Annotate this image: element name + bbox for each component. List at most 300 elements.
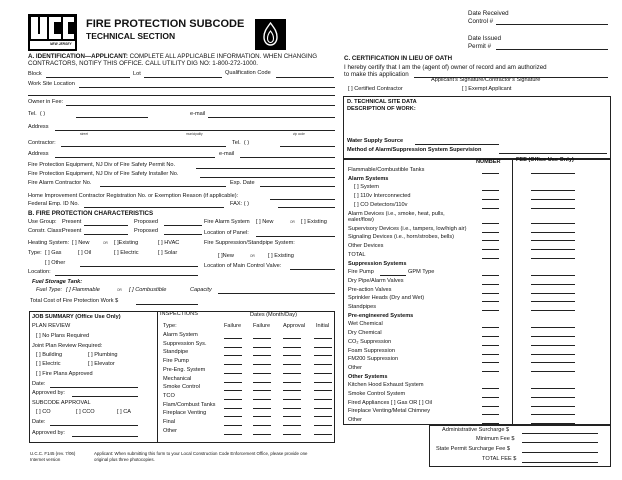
fed-emp-label: Federal Emp. ID No.	[28, 201, 79, 207]
signature-label: Applicant's Signature/Contractor's Signature	[431, 77, 541, 83]
plan-approved-by-field[interactable]	[72, 396, 138, 397]
exp-date-label: Exp. Date	[230, 180, 255, 186]
description-label: DESCRIPTION OF WORK:	[347, 106, 416, 112]
fee-field[interactable]	[531, 327, 575, 328]
technical-item-label: Kitchen Hood Exhaust System	[348, 382, 424, 389]
fpe-permit-field[interactable]	[196, 168, 335, 169]
admin-surcharge-label: Administrative Surcharge $	[442, 427, 510, 433]
contractor-email-field[interactable]	[240, 157, 335, 158]
fee-col-header: FEE (Office Use Only)	[516, 157, 574, 163]
constr-class-present-field[interactable]	[84, 234, 128, 235]
number-field[interactable]	[482, 249, 499, 250]
inspection-date-field[interactable]	[283, 373, 301, 374]
exp-date-field[interactable]	[260, 186, 335, 187]
inspection-date-field[interactable]	[253, 347, 271, 348]
fax-field[interactable]	[278, 207, 335, 208]
hvac-checkbox[interactable]: [ ] HVAC	[158, 240, 180, 246]
technical-item-label: Other Devices	[348, 243, 384, 250]
gpm-field[interactable]	[380, 275, 406, 276]
fee-field[interactable]	[531, 336, 575, 337]
section-c-heading: C. CERTIFICATION IN LIEU OF OATH	[344, 55, 453, 62]
sub-zip: zip code	[293, 132, 305, 136]
inspections-type-label: Type:	[163, 323, 177, 329]
fed-emp-field[interactable]	[84, 207, 224, 208]
inspection-date-field[interactable]	[224, 390, 242, 391]
control-number-label: Control #	[468, 18, 494, 25]
section-c-text-1: I hereby certify that I am the (agent of) owner of record and am authorized	[344, 64, 547, 71]
method-label: Method of Alarm/Suppression System Supervision	[347, 147, 482, 153]
inspection-date-field[interactable]	[224, 373, 242, 374]
fas-new-checkbox[interactable]: [ ] New	[256, 219, 274, 225]
inspection-date-field[interactable]	[314, 338, 332, 339]
lot-label: Lot	[133, 71, 141, 77]
capacity-field[interactable]	[218, 293, 335, 294]
number-field[interactable]	[482, 232, 499, 233]
inspection-date-field[interactable]	[253, 416, 271, 417]
number-field[interactable]	[482, 406, 499, 407]
number-field[interactable]	[482, 284, 499, 285]
inspection-date-field[interactable]	[253, 382, 271, 383]
date-received-label: Date Received	[468, 10, 509, 17]
technical-item-label: Pre-engineered Systems	[348, 312, 414, 319]
inspection-date-field[interactable]	[283, 364, 301, 365]
owner-address-field[interactable]	[55, 130, 335, 131]
inspection-date-field[interactable]	[283, 382, 301, 383]
hic-field[interactable]	[270, 199, 335, 200]
fee-field[interactable]	[531, 388, 575, 389]
block-field[interactable]	[46, 77, 130, 78]
contractor-tel-paren: ( )	[243, 140, 250, 146]
combustible-checkbox[interactable]: [ ] Combustible	[129, 287, 167, 293]
inspection-date-field[interactable]	[224, 347, 242, 348]
inspection-date-field[interactable]	[314, 355, 332, 356]
technical-item-label: Dry Pipe/Alarm Valves	[348, 277, 404, 284]
inspection-date-field[interactable]	[224, 399, 242, 400]
fee-field[interactable]	[531, 232, 575, 233]
inspection-date-field[interactable]	[224, 338, 242, 339]
technical-item-label: TOTAL	[348, 251, 366, 258]
inspection-date-field[interactable]	[253, 390, 271, 391]
number-field[interactable]	[482, 423, 499, 424]
fee-field[interactable]	[531, 240, 575, 241]
inspection-date-field[interactable]	[314, 364, 332, 365]
number-field[interactable]	[482, 397, 499, 398]
fee-field[interactable]	[531, 397, 575, 398]
hic-label: Home Improvement Contractor Registration No. or Exemption Reason (if applicable):	[28, 193, 239, 199]
inspection-date-field[interactable]	[224, 425, 242, 426]
sub-street: street	[80, 132, 88, 136]
technical-item-label: Other	[348, 364, 362, 371]
inspection-date-field[interactable]	[224, 364, 242, 365]
inspection-type: Other	[163, 427, 177, 434]
inspection-type: Fireplace Venting	[163, 410, 207, 417]
technical-item-label: Pre-action Valves	[348, 286, 392, 293]
location-panel-label: Location of Panel:	[204, 230, 249, 236]
heating-other-checkbox[interactable]: [ ] Other	[45, 260, 66, 266]
constr-class-proposed-label: Proposed	[134, 228, 158, 234]
number-field[interactable]	[482, 388, 499, 389]
alarm-contractor-label: Fire Alarm Contractor No.	[28, 180, 92, 186]
technical-item-extra: GPM Type	[408, 269, 435, 276]
number-field[interactable]	[482, 173, 499, 174]
number-field[interactable]	[482, 275, 499, 276]
heating-location-field[interactable]	[55, 275, 198, 276]
plumbing-checkbox[interactable]: [ ] Plumbing	[88, 352, 118, 358]
inspection-type: Suppression Sys.	[163, 340, 207, 347]
inspections-title: INSPECTIONS	[160, 311, 198, 317]
inspection-date-field[interactable]	[314, 434, 332, 435]
use-group-proposed-field[interactable]	[164, 225, 202, 226]
capacity-label: Capacity	[190, 287, 212, 293]
technical-item-label: [ ] 110v Interconnected	[354, 193, 411, 200]
supp-or: OR	[250, 254, 255, 258]
section-c-text-2: to make this application	[344, 71, 409, 78]
inspection-date-field[interactable]	[314, 373, 332, 374]
inspection-type: Standpipe	[163, 349, 189, 356]
total-cost-label: Total Cost of Fire Protection Work $	[30, 298, 119, 304]
fee-field[interactable]	[531, 199, 575, 200]
owner-email-label: e-mail	[190, 111, 206, 117]
fee-field[interactable]	[531, 223, 575, 224]
approval-by-label: Approved by:	[32, 430, 65, 436]
fee-field[interactable]	[531, 190, 575, 191]
inspection-type: TCO	[163, 392, 175, 399]
inspection-date-field[interactable]	[314, 390, 332, 391]
fire-alarm-system-label: Fire Alarm System	[204, 219, 250, 225]
inspection-date-field[interactable]	[283, 425, 301, 426]
inspection-date-field[interactable]	[224, 434, 242, 435]
fee-field[interactable]	[531, 371, 575, 372]
inspection-date-field[interactable]	[283, 390, 301, 391]
oil-checkbox[interactable]: [ ] Oil	[78, 250, 92, 256]
approval-date-label: Date:	[32, 419, 46, 425]
total-fee-label: TOTAL FEE $	[482, 456, 517, 462]
technical-item-label: Foam Suppression	[348, 347, 395, 354]
fee-column-divider	[512, 159, 513, 425]
technical-item-label: Suppression Systems	[348, 260, 407, 267]
technical-item-label: Alarm Devices (i.e., smoke, heat, pulls,	[348, 210, 445, 217]
heating-system-label: Heating System:	[28, 240, 70, 246]
plan-date-field[interactable]	[50, 387, 138, 388]
number-field[interactable]	[482, 190, 499, 191]
fpe-installer-label: Fire Protection Equipment, NJ Div of Fire Safety Installer No.	[28, 171, 179, 177]
qualification-code-label: Qualification Code	[225, 70, 271, 76]
number-field[interactable]	[482, 301, 499, 302]
flammable-checkbox[interactable]: [ ] Flammable	[66, 287, 100, 293]
inspection-date-field[interactable]	[253, 338, 271, 339]
owner-tel-text: Tel.	[28, 111, 37, 117]
fas-or: OR	[290, 220, 295, 224]
inspection-type: Mechanical	[163, 375, 192, 382]
inspection-date-field[interactable]	[253, 425, 271, 426]
inspection-type: Final	[163, 419, 176, 425]
heating-other-field[interactable]	[80, 266, 198, 267]
fpe-installer-field[interactable]	[200, 177, 335, 178]
elevator-checkbox[interactable]: [ ] Elevator	[88, 361, 115, 367]
section-a-text-2: CONTRACTORS, NOTIFY THIS OFFICE. CALL UTILITY DIG NO: 1-800-272-1000.	[28, 60, 259, 67]
fax-label	[230, 202, 249, 208]
technical-item-label: Other Systems	[348, 373, 388, 380]
number-field[interactable]	[482, 293, 499, 294]
number-field[interactable]	[482, 240, 499, 241]
number-field[interactable]	[482, 345, 499, 346]
permit-number-label: Permit #	[468, 43, 492, 50]
fas-existing-checkbox[interactable]: [ ] Existing	[301, 219, 327, 225]
technical-item-label: Sprinkler Heads (Dry and Wet)	[348, 295, 425, 302]
inspection-type: Flam/Combust Tanks	[163, 401, 216, 408]
job-summary-title: JOB SUMMARY (Office Use Only)	[32, 314, 121, 320]
owner-label: Owner in Fee:	[28, 99, 64, 105]
technical-item-label: Fired Appliances [ ] Gas OR [ ] Oil	[348, 399, 432, 406]
inspection-date-field[interactable]	[283, 338, 301, 339]
inspection-date-field[interactable]	[283, 355, 301, 356]
ca-checkbox[interactable]: [ ] CA	[117, 409, 131, 415]
inspection-date-field[interactable]	[224, 408, 242, 409]
inspection-date-field[interactable]	[253, 373, 271, 374]
technical-item-label: Alarm Systems	[348, 175, 389, 182]
exempt-applicant-checkbox[interactable]: [ ] Exempt Applicant	[462, 86, 512, 92]
contractor-tel-field[interactable]	[280, 146, 335, 147]
fee-field[interactable]	[531, 249, 575, 250]
inspection-date-field[interactable]	[283, 408, 301, 409]
building-checkbox[interactable]: [ ] Building	[36, 352, 63, 358]
electric-checkbox[interactable]: [ ] Electric	[114, 250, 139, 256]
inspection-type: Fire Pump	[163, 358, 189, 365]
type-label: Type:	[28, 250, 42, 256]
job-summary-divider	[157, 311, 158, 443]
plan-date-label: Date:	[32, 381, 46, 387]
hs-existing-checkbox[interactable]: [ ]Existing	[114, 240, 139, 246]
hs-new-checkbox[interactable]: [ ] New	[72, 240, 90, 246]
joint-plan-label: Joint Plan Review Required:	[32, 343, 103, 349]
number-field[interactable]	[482, 310, 499, 311]
technical-item-label: Dry Chemical	[348, 330, 382, 337]
electric-plan-checkbox[interactable]: [ ] Electric	[36, 361, 61, 367]
use-group-present-field[interactable]	[84, 225, 128, 226]
inspection-date-field[interactable]	[283, 347, 301, 348]
use-group-label: Use Group:	[28, 219, 57, 225]
fee-field[interactable]	[531, 275, 575, 276]
inspection-date-field[interactable]	[314, 425, 332, 426]
contractor-label: Contractor:	[28, 140, 56, 146]
lot-field[interactable]	[144, 77, 222, 78]
inspection-date-field[interactable]	[314, 382, 332, 383]
initial-col: Initial	[316, 323, 330, 329]
inspection-type: Pre-Eng. System	[163, 366, 206, 373]
form-edition: Internet version	[30, 457, 61, 462]
technical-item-label: Supervisory Devices (i.e., tampers, low/high air)	[348, 225, 467, 232]
technical-item-label: [ ] CO Detectors/110v	[354, 201, 408, 208]
constr-class-label: Constr. Class:	[28, 228, 63, 234]
constr-class-present-label: Present	[62, 228, 82, 234]
state-permit-label: State Permit Surcharge Fee $	[436, 446, 510, 452]
fpe-permit-label: Fire Protection Equipment, NJ Div of Fire Safety Permit No.	[28, 162, 176, 168]
technical-item-label: Wet Chemical	[348, 321, 383, 328]
divider-line	[28, 95, 335, 96]
fee-field[interactable]	[531, 354, 575, 355]
number-field[interactable]	[482, 336, 499, 337]
section-d-heading: D. TECHNICAL SITE DATA	[347, 99, 417, 105]
inspection-date-field[interactable]	[283, 434, 301, 435]
fee-field[interactable]	[531, 293, 575, 294]
inspection-type: Alarm System	[163, 332, 198, 338]
use-group-present-label: Present	[62, 219, 82, 225]
inspection-date-field[interactable]	[224, 416, 242, 417]
control-number-field[interactable]	[496, 24, 608, 25]
inspection-date-field[interactable]	[314, 399, 332, 400]
contractor-field[interactable]	[61, 146, 226, 147]
admin-surcharge-field[interactable]	[522, 433, 598, 434]
qualification-code-field[interactable]	[276, 77, 334, 78]
flame-icon	[255, 19, 286, 50]
inspections-dates-label: Dates (Month/Day)	[250, 312, 297, 318]
failure-col-2: Failure	[253, 323, 271, 329]
number-field[interactable]	[482, 223, 499, 224]
form-id: U.C.C. F145 (rev. 7/06)	[30, 451, 76, 456]
owner-tel-label	[28, 112, 45, 118]
date-issued-label: Date Issued	[468, 35, 502, 42]
work-site-field[interactable]	[79, 87, 335, 88]
approval-date-field[interactable]	[50, 425, 138, 426]
gas-checkbox[interactable]: [ ] Gas	[45, 250, 62, 256]
fax-paren: ( )	[243, 201, 249, 207]
owner-address-label: Address	[28, 124, 49, 130]
no-plans-checkbox[interactable]: [ ] No Plans Required	[36, 333, 90, 339]
fee-field[interactable]	[531, 284, 575, 285]
owner-tel-paren: ( )	[39, 111, 46, 117]
inspection-date-field[interactable]	[314, 416, 332, 417]
footer-note-2: original plus three photocopies.	[94, 457, 155, 462]
technical-item-label: Other	[348, 417, 362, 424]
section-b-heading: B. FIRE PROTECTION CHARACTERISTICS	[28, 210, 154, 217]
section-a-heading: A. IDENTIFICATION—APPLICANT:	[28, 53, 128, 60]
minimum-fee-field[interactable]	[522, 442, 598, 443]
fire-plans-checkbox[interactable]: [ ] Fire Plans Approved	[36, 371, 93, 377]
owner-email-field[interactable]	[208, 117, 335, 118]
solar-checkbox[interactable]: [ ] Solar	[158, 250, 178, 256]
contractor-address-field[interactable]	[55, 157, 215, 158]
logo-state: NEW JERSEY	[50, 41, 72, 46]
fee-field[interactable]	[531, 345, 575, 346]
fee-field[interactable]	[531, 414, 575, 415]
co-checkbox[interactable]: [ ] CO	[36, 409, 51, 415]
inspection-date-field[interactable]	[253, 364, 271, 365]
ucc-logo	[28, 14, 77, 51]
certified-contractor-checkbox[interactable]: [ ] Certified Contractor	[348, 86, 403, 92]
main-valve-label: Location of Main Control Valve:	[204, 263, 282, 269]
hs-or: OR	[103, 241, 108, 245]
technical-item-label: Fireplace Venting/Metal Chimney	[348, 408, 431, 415]
technical-item-label: FM200 Suppression	[348, 356, 399, 363]
technical-item-label: Smoke Control System	[348, 391, 406, 397]
number-field[interactable]	[482, 199, 499, 200]
contractor-address-label: Address	[28, 151, 49, 157]
inspection-date-field[interactable]	[314, 347, 332, 348]
inspection-date-field[interactable]	[283, 399, 301, 400]
technical-item-label: CO₂ Suppression	[348, 338, 392, 345]
total-fee-field[interactable]	[522, 462, 598, 463]
technical-item-label: Signaling Devices (i.e., horn/strobes, bells)	[348, 234, 455, 241]
inspection-date-field[interactable]	[253, 399, 271, 400]
technical-item-label: [ ] System	[354, 184, 379, 191]
inspection-date-field[interactable]	[314, 408, 332, 409]
supp-existing-checkbox[interactable]: [ ] Existing	[268, 253, 294, 259]
fee-field[interactable]	[531, 406, 575, 407]
water-supply-field[interactable]	[415, 144, 499, 145]
inspection-date-field[interactable]	[253, 408, 271, 409]
number-field[interactable]	[482, 362, 499, 363]
owner-tel-field[interactable]	[76, 117, 148, 118]
block-label: Block	[28, 71, 42, 77]
inspection-date-field[interactable]	[253, 434, 271, 435]
number-field[interactable]	[482, 414, 499, 415]
fee-field[interactable]	[531, 258, 575, 259]
page-title: FIRE PROTECTION SUBCODE	[86, 18, 245, 30]
section-a-text-1: COMPLETE ALL APPLICABLE INFORMATION. WHEN CHANGING	[129, 53, 318, 60]
work-site-label: Work Site Location	[28, 81, 75, 87]
number-field[interactable]	[482, 371, 499, 372]
inspection-type: Smoke Control	[163, 384, 200, 391]
technical-item-label: Fire Pump	[348, 269, 374, 276]
water-supply-label: Water Supply Source	[347, 138, 404, 144]
heating-location-label: Location:	[28, 269, 51, 275]
fee-field[interactable]	[531, 301, 575, 302]
subcode-approval-label: SUBCODE APPROVAL	[32, 400, 91, 406]
cco-checkbox[interactable]: [ ] CCO	[76, 409, 95, 415]
fuel-type-label: Fuel Type:	[36, 287, 63, 293]
plan-review-label: PLAN REVIEW	[32, 323, 71, 329]
fee-field[interactable]	[531, 310, 575, 311]
owner-field[interactable]	[66, 105, 335, 106]
contractor-tel-text: Tel.	[232, 140, 241, 146]
number-field[interactable]	[482, 327, 499, 328]
method-field[interactable]	[499, 153, 607, 154]
footer-note-1: Applicant: When submitting this form to your Local Construction Code Enforcement Office, please provide one	[94, 451, 308, 456]
technical-item-label: Flammable/Combustible Tanks	[348, 167, 425, 173]
constr-class-proposed-field[interactable]	[164, 234, 202, 235]
inspection-date-field[interactable]	[224, 355, 242, 356]
number-field[interactable]	[482, 258, 499, 259]
contractor-tel-label	[232, 141, 249, 147]
fire-suppression-label: Fire Suppression/Standpipe System:	[204, 240, 295, 246]
state-permit-field[interactable]	[522, 452, 598, 453]
number-field[interactable]	[482, 208, 499, 209]
fee-field[interactable]	[531, 208, 575, 209]
approval-by-field[interactable]	[72, 436, 138, 437]
total-cost-field[interactable]	[136, 304, 198, 305]
technical-item-label: Standpipes	[348, 304, 376, 310]
number-field[interactable]	[482, 354, 499, 355]
fuel-or: OR	[117, 288, 122, 292]
permit-number-field[interactable]	[496, 49, 608, 50]
supp-new-checkbox[interactable]: [ ]New	[218, 253, 234, 259]
contractor-email-label: e-mail	[219, 151, 235, 157]
fax-text: FAX:	[230, 201, 243, 207]
fee-field[interactable]	[531, 423, 575, 424]
failure-col-1: Failure	[224, 323, 242, 329]
fuel-tank-label: Fuel Storage Tank:	[32, 279, 83, 285]
sub-municipality: municipality	[186, 132, 203, 136]
location-panel-field[interactable]	[256, 236, 335, 237]
plan-approved-by-label: Approved by:	[32, 390, 65, 396]
main-valve-field[interactable]	[290, 269, 335, 270]
inspection-date-field[interactable]	[224, 382, 242, 383]
fee-field[interactable]	[531, 362, 575, 363]
fee-field[interactable]	[531, 173, 575, 174]
inspection-date-field[interactable]	[283, 416, 301, 417]
inspection-date-field[interactable]	[253, 355, 271, 356]
alarm-contractor-field[interactable]	[100, 186, 226, 187]
